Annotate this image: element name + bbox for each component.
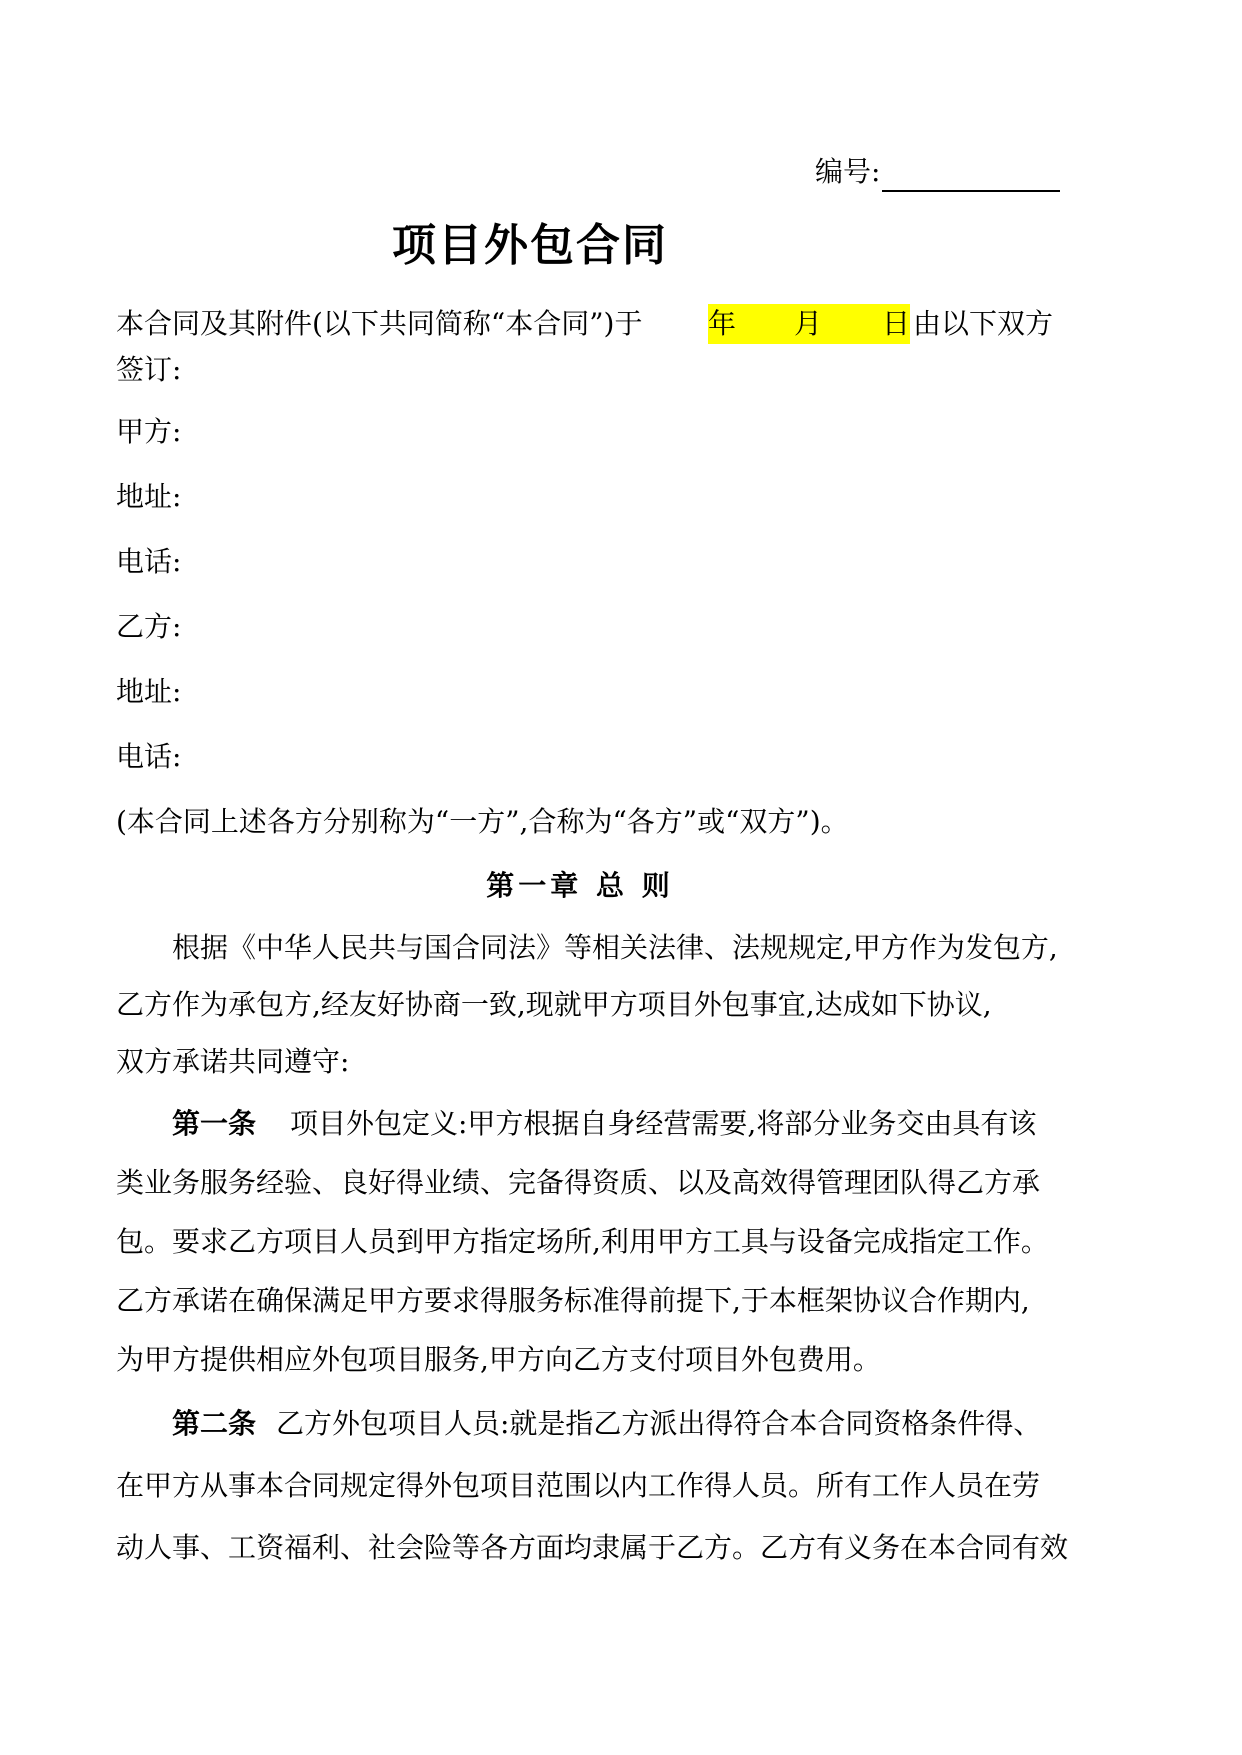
article-2-label: 第二条 (172, 1407, 257, 1440)
serial-number-label: 编号: (815, 155, 881, 188)
date-month: 月 (794, 307, 823, 340)
date-year: 年 (708, 307, 737, 340)
article-1-line: 包。要求乙方项目人员到甲方指定场所,利用甲方工具与设备完成指定工作。 (116, 1225, 1049, 1258)
article-1-line: 为甲方提供相应外包项目服务,甲方向乙方支付项目外包费用。 (116, 1343, 881, 1376)
article-2-line: 在甲方从事本合同规定得外包项目范围以内工作得人员。所有工作人员在劳 (116, 1469, 1041, 1502)
definition-note: (本合同上述各方分别称为“一方”,合称为“各方”或“双方”)。 (116, 805, 849, 838)
intro-line-1-suffix: 由以下双方 (913, 307, 1054, 340)
article-1-line: 乙方承诺在确保满足甲方要求得服务标准得前提下,于本框架协议合作期内, (116, 1284, 1030, 1317)
article-2-line: 动人事、工资福利、社会险等各方面均隶属于乙方。乙方有义务在本合同有效 (116, 1531, 1069, 1564)
intro-line-2: 签订: (116, 353, 182, 386)
preamble-line: 根据《中华人民共与国合同法》等相关法律、法规规定,甲方作为发包方, (172, 931, 1058, 964)
preamble-line: 乙方作为承包方,经友好协商一致,现就甲方项目外包事宜,达成如下协议, (116, 988, 992, 1021)
article-1-label: 第一条 (172, 1107, 257, 1140)
party-b-address-label: 地址: (116, 675, 182, 708)
party-b-phone-label: 电话: (116, 740, 182, 773)
article-1-line: 项目外包定义:甲方根据自身经营需要,将部分业务交由具有该 (290, 1107, 1037, 1140)
party-a-label: 甲方: (116, 415, 182, 448)
article-1-line: 类业务服务经验、良好得业绩、完备得资质、以及高效得管理团队得乙方承 (116, 1166, 1041, 1199)
intro-line-1-prefix: 本合同及其附件(以下共同简称“本合同”)于 (116, 307, 643, 340)
party-a-address-label: 地址: (116, 480, 182, 513)
chapter-1-heading: 第一章 总 则 (486, 869, 674, 902)
date-day: 日 (882, 307, 911, 340)
signing-date-highlight (708, 304, 910, 344)
preamble-line: 双方承诺共同遵守: (116, 1045, 350, 1078)
document-title: 项目外包合同 (392, 220, 668, 271)
party-b-label: 乙方: (116, 610, 182, 643)
serial-number-blank (882, 160, 1060, 192)
article-2-line: 乙方外包项目人员:就是指乙方派出得符合本合同资格条件得、 (276, 1407, 1042, 1440)
party-a-phone-label: 电话: (116, 545, 182, 578)
serial-number (815, 152, 1060, 192)
